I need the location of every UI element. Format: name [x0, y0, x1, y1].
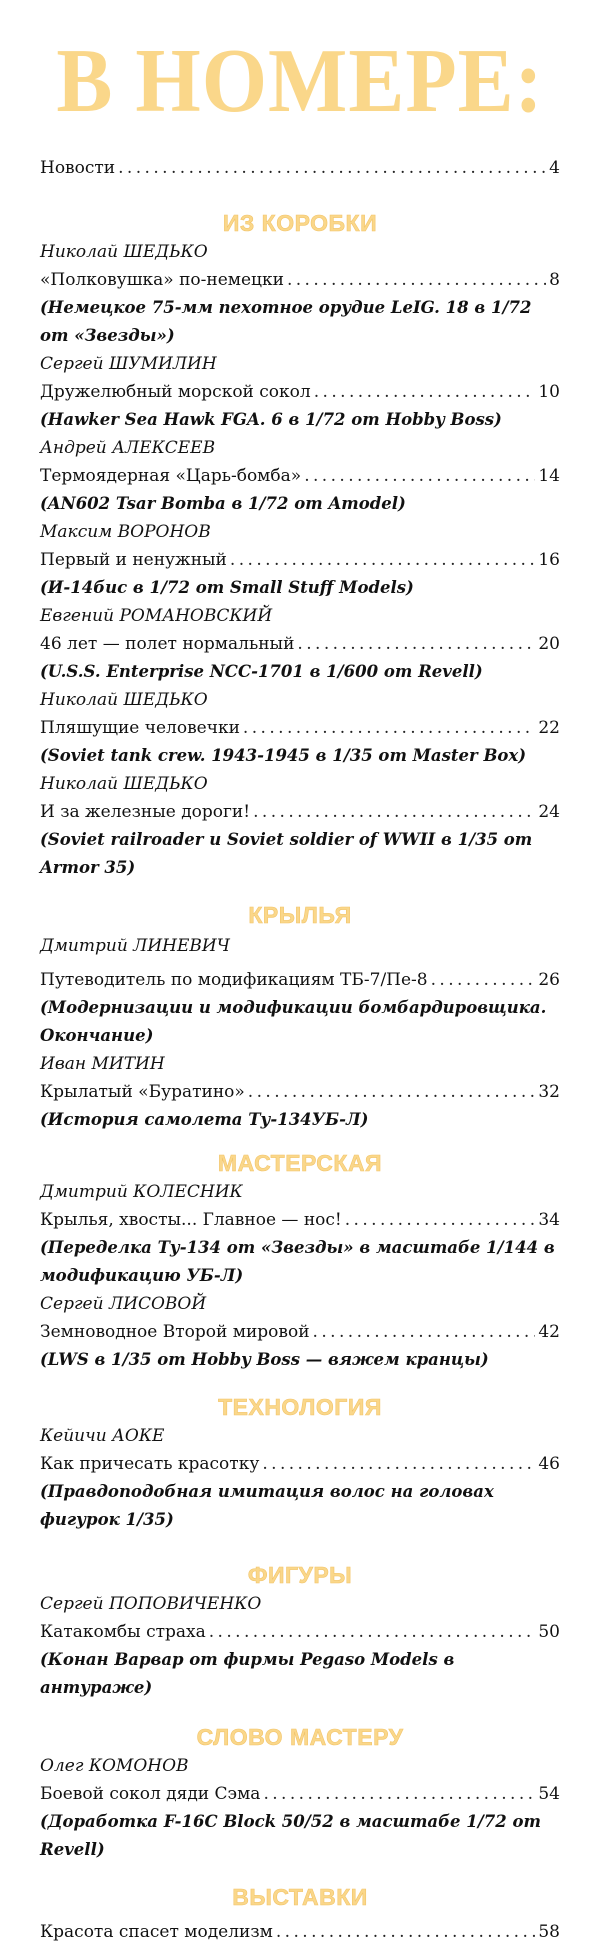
- section-header: ВЫСТАВКИ: [232, 1884, 368, 1910]
- entry-page-number: 32: [538, 1082, 560, 1102]
- section-header: КРЫЛЬЯ: [248, 902, 352, 928]
- entry-title: Первый и ненужный: [40, 550, 227, 570]
- dot-leader: [209, 1618, 536, 1646]
- page-title: В НОМЕРЕ:: [56, 31, 544, 132]
- entry-author: Иван МИТИН: [40, 1054, 165, 1074]
- entry-author: Дмитрий КОЛЕСНИК: [40, 1182, 243, 1202]
- entry-page-number: 22: [538, 718, 560, 738]
- dot-leader: [263, 1780, 535, 1808]
- section-iz-korobki: [40, 208, 560, 882]
- entry-description: (Переделка Ту-134 от «Звезды» в масштабе 1/144 в модификацию УБ-Л): [40, 1238, 555, 1285]
- dot-leader: [313, 1318, 536, 1346]
- entry-author: Максим ВОРОНОВ: [40, 522, 211, 542]
- entry-title: Красота спасет моделизм: [40, 1922, 273, 1942]
- entry-page-number: 58: [538, 1922, 560, 1942]
- entry-title: Термоядерная «Царь-бомба»: [40, 466, 302, 486]
- section-header: ФИГУРЫ: [247, 1562, 353, 1588]
- entry-author: Дмитрий ЛИНЕВИЧ: [40, 936, 230, 956]
- entry-title: Новости: [40, 158, 116, 178]
- toc-entry[interactable]: [40, 932, 560, 1050]
- entry-author: Евгений РОМАНОВСКИЙ: [40, 606, 273, 626]
- section-header: ТЕХНОЛОГИЯ: [218, 1394, 382, 1420]
- toc-entry[interactable]: [40, 518, 560, 602]
- entry-description: (Немецкое 75-мм пехотное орудие LeIG. 18 в 1/72 от «Звезды»): [40, 298, 532, 345]
- entry-author: Кейичи АОКЕ: [40, 1426, 165, 1446]
- section-header: МАСТЕРСКАЯ: [217, 1150, 383, 1176]
- dot-leader: [262, 1450, 535, 1478]
- entry-description: (Soviet tank crew. 1943-1945 в 1/35 от Master Box): [40, 746, 527, 765]
- entry-author: Сергей ШУМИЛИН: [40, 354, 217, 374]
- entry-title: 46 лет — полет нормальный: [40, 634, 295, 654]
- dot-leader: [287, 266, 546, 294]
- entry-title: Земноводное Второй мировой: [40, 1322, 310, 1342]
- entry-description: (И-14бис в 1/72 от Small Stuff Models): [40, 578, 414, 597]
- entry-page-number: 14: [538, 466, 560, 486]
- section-header: ИЗ КОРОБКИ: [222, 210, 378, 236]
- entry-description: (Конан Варвар от фирмы Pegaso Models в антураже): [40, 1650, 455, 1697]
- entry-page-number: 42: [538, 1322, 560, 1342]
- entry-page-number: 24: [538, 802, 560, 822]
- toc-entry-news[interactable]: [40, 154, 560, 182]
- entry-author: Николай ШЕДЬКО: [40, 242, 208, 262]
- section-slovo-masteru: [40, 1722, 560, 1864]
- toc-entry[interactable]: [40, 1590, 560, 1702]
- entry-page-number: 10: [538, 382, 560, 402]
- entry-title: «Полковушка» по-немецки: [40, 270, 284, 290]
- dot-leader: [304, 462, 535, 490]
- dot-leader: [118, 154, 546, 182]
- entry-title: Катакомбы страха: [40, 1622, 206, 1642]
- toc-entry[interactable]: [40, 1918, 560, 1946]
- dot-leader: [276, 1918, 535, 1946]
- toc-entry[interactable]: [40, 602, 560, 686]
- section-krylya: [40, 900, 560, 1134]
- entry-title: И за железные дороги!: [40, 802, 251, 822]
- entry-author: Сергей ЛИСОВОЙ: [40, 1294, 207, 1314]
- entry-description: (Правдоподобная имитация волос на головах фигурок 1/35): [40, 1482, 494, 1529]
- toc-entry[interactable]: [40, 1178, 560, 1290]
- entry-author: Николай ШЕДЬКО: [40, 690, 208, 710]
- entry-author: Сергей ПОПОВИЧЕНКО: [40, 1594, 262, 1614]
- toc-entry[interactable]: [40, 1290, 560, 1374]
- entry-title: Крылатый «Буратино»: [40, 1082, 245, 1102]
- entry-title: Пляшущие человечки: [40, 718, 240, 738]
- entry-title: Путеводитель по модификациям ТБ-7/Пе-8: [40, 970, 428, 990]
- toc-entry[interactable]: [40, 238, 560, 350]
- entry-description: (Модернизации и модификации бомбардировщика. Окончание): [40, 998, 547, 1045]
- section-masterskaya: [40, 1148, 560, 1374]
- entry-description: (История самолета Ту-134УБ-Л): [40, 1110, 369, 1129]
- entry-page-number: 54: [538, 1784, 560, 1804]
- toc-entry[interactable]: [40, 770, 560, 882]
- dot-leader: [297, 630, 535, 658]
- section-tekhnologiya: [40, 1392, 560, 1534]
- entry-description: (Soviet railroader и Soviet soldier of WWII в 1/35 от Armor 35): [40, 830, 533, 877]
- entry-author: Андрей АЛЕКСЕЕВ: [40, 438, 216, 458]
- entry-page-number: 26: [538, 970, 560, 990]
- section-header: СЛОВО МАСТЕРУ: [196, 1724, 404, 1750]
- section-vystavki: [40, 1882, 560, 1946]
- entry-page-number: 46: [538, 1454, 560, 1474]
- entry-page-number: 20: [538, 634, 560, 654]
- toc-entry[interactable]: [40, 1422, 560, 1534]
- dot-leader: [431, 966, 536, 994]
- dot-leader: [314, 378, 536, 406]
- dot-leader: [243, 714, 535, 742]
- entry-author: Олег КОМОНОВ: [40, 1756, 189, 1776]
- entry-title: Крылья, хвосты... Главное — нос!: [40, 1210, 342, 1230]
- entry-description: (LWS в 1/35 от Hobby Boss — вяжем кранцы): [40, 1350, 489, 1369]
- entry-page-number: 4: [549, 158, 560, 178]
- section-figury: [40, 1560, 560, 1702]
- entry-author: Николай ШЕДЬКО: [40, 774, 208, 794]
- toc-entry[interactable]: [40, 434, 560, 518]
- entry-description: (Hawker Sea Hawk FGA. 6 в 1/72 от Hobby Boss): [40, 410, 502, 429]
- entry-title: Дружелюбный морской сокол: [40, 382, 311, 402]
- entry-page-number: 16: [538, 550, 560, 570]
- dot-leader: [248, 1078, 536, 1106]
- entry-page-number: 34: [538, 1210, 560, 1230]
- entry-title: Как причесать красотку: [40, 1454, 260, 1474]
- dot-leader: [230, 546, 535, 574]
- entry-description: (Доработка F-16C Block 50/52 в масштабе 1/72 от Revell): [40, 1812, 541, 1859]
- dot-leader: [253, 798, 535, 826]
- entry-page-number: 8: [549, 270, 560, 290]
- entry-page-number: 50: [538, 1622, 560, 1642]
- entry-description: (AN602 Tsar Bomba в 1/72 от Amodel): [40, 494, 406, 513]
- toc-entry[interactable]: [40, 350, 560, 434]
- entry-description: (U.S.S. Enterprise NCC-1701 в 1/600 от Revell): [40, 662, 483, 681]
- dot-leader: [345, 1206, 536, 1234]
- toc-entry[interactable]: [40, 686, 560, 770]
- entry-title: Боевой сокол дяди Сэма: [40, 1784, 261, 1804]
- toc-entry[interactable]: [40, 1752, 560, 1864]
- toc-entry[interactable]: [40, 1050, 560, 1134]
